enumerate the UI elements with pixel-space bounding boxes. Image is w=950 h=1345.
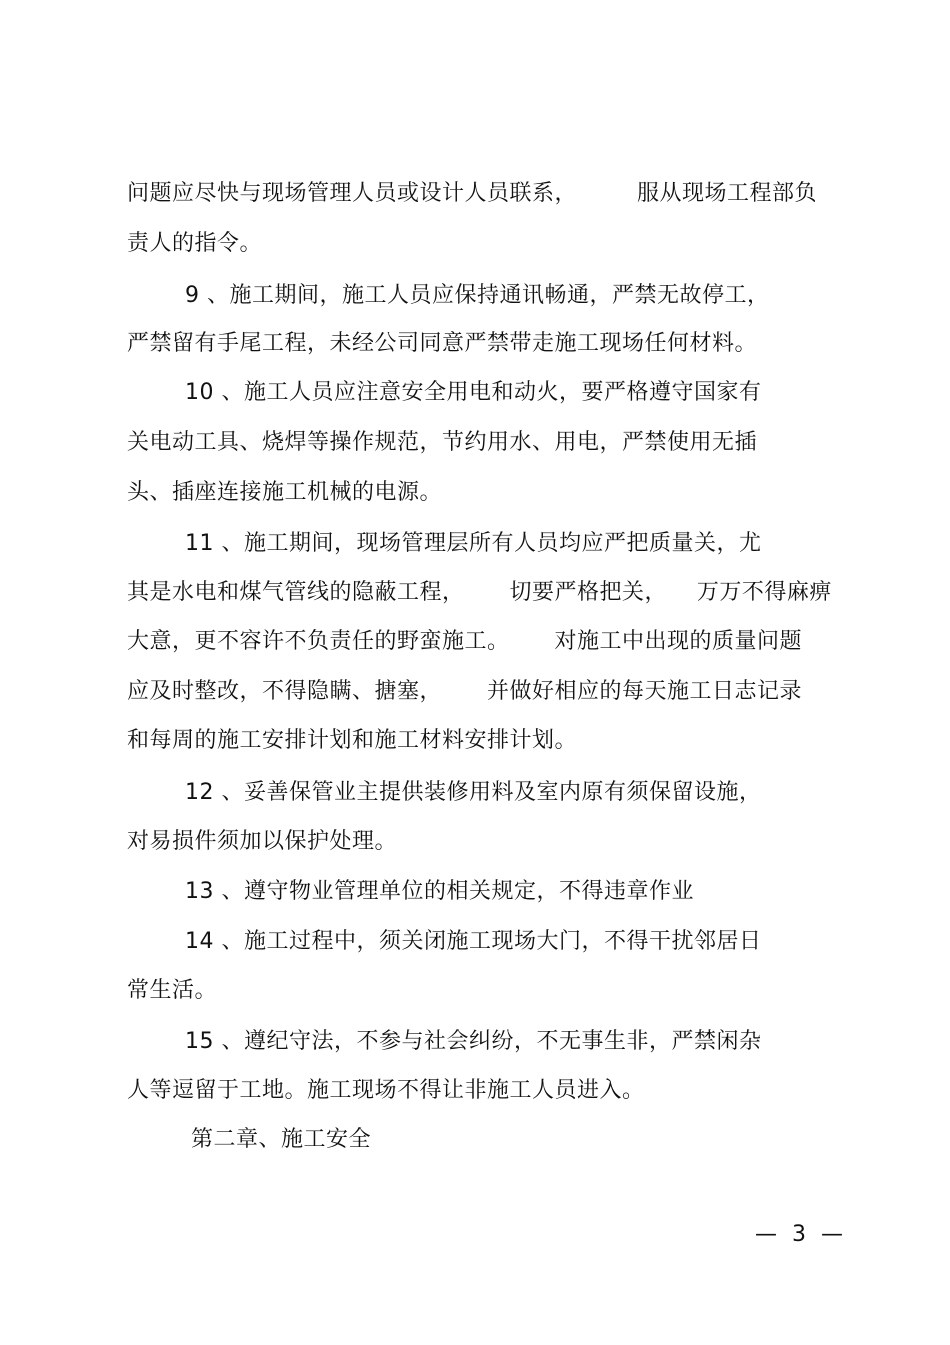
paragraph-line: 责人的指令。 (127, 231, 263, 256)
paragraph-line: 11 、施工期间，现场管理层所有人员均应严把质量关，尤 (185, 531, 762, 556)
chapter-heading: 第二章、施工安全 (191, 1127, 372, 1152)
paragraph-line: 应及时整改，不得隐瞒、搪塞， 并做好相应的每天施工日志记录 (127, 679, 802, 704)
paragraph-line: 常生活。 (127, 978, 218, 1003)
paragraph-line: 12 、妥善保管业主提供装修用料及室内原有须保留设施， (185, 780, 762, 805)
paragraph-line: 大意，更不容许不负责任的野蛮施工。 对施工中出现的质量问题 (127, 629, 802, 654)
paragraph-line: 对易损件须加以保护处理。 (127, 829, 398, 854)
paragraph-line: 15 、遵纪守法，不参与社会纠纷，不无事生非，严禁闲杂 (185, 1029, 762, 1054)
paragraph-line: 其是水电和煤气管线的隐蔽工程， 切要严格把关， 万万不得麻痹 (127, 580, 832, 605)
paragraph-line: 13 、遵守物业管理单位的相关规定，不得违章作业 (185, 879, 694, 904)
paragraph-line: 9 、施工期间，施工人员应保持通讯畅通，严禁无故停工， (185, 283, 770, 308)
paragraph-line: 14 、施工过程中，须关闭施工现场大门，不得干扰邻居日 (185, 929, 762, 954)
paragraph-line: 人等逗留于工地。施工现场不得让非施工人员进入。 (127, 1078, 645, 1103)
paragraph-line: 问题应尽快与现场管理人员或设计人员联系， 服从现场工程部负 (127, 181, 817, 206)
paragraph-line: 关电动工具、烧焊等操作规范，节约用水、用电，严禁使用无插 (127, 430, 758, 455)
paragraph-line: 严禁留有手尾工程，未经公司同意严禁带走施工现场任何材料。 (127, 331, 758, 356)
paragraph-line: 头、插座连接施工机械的电源。 (127, 480, 443, 505)
paragraph-line: 和每周的施工安排计划和施工材料安排计划。 (127, 728, 578, 753)
page-number: — 3 — (755, 1222, 847, 1247)
paragraph-line: 10 、施工人员应注意安全用电和动火，要严格遵守国家有 (185, 380, 762, 405)
